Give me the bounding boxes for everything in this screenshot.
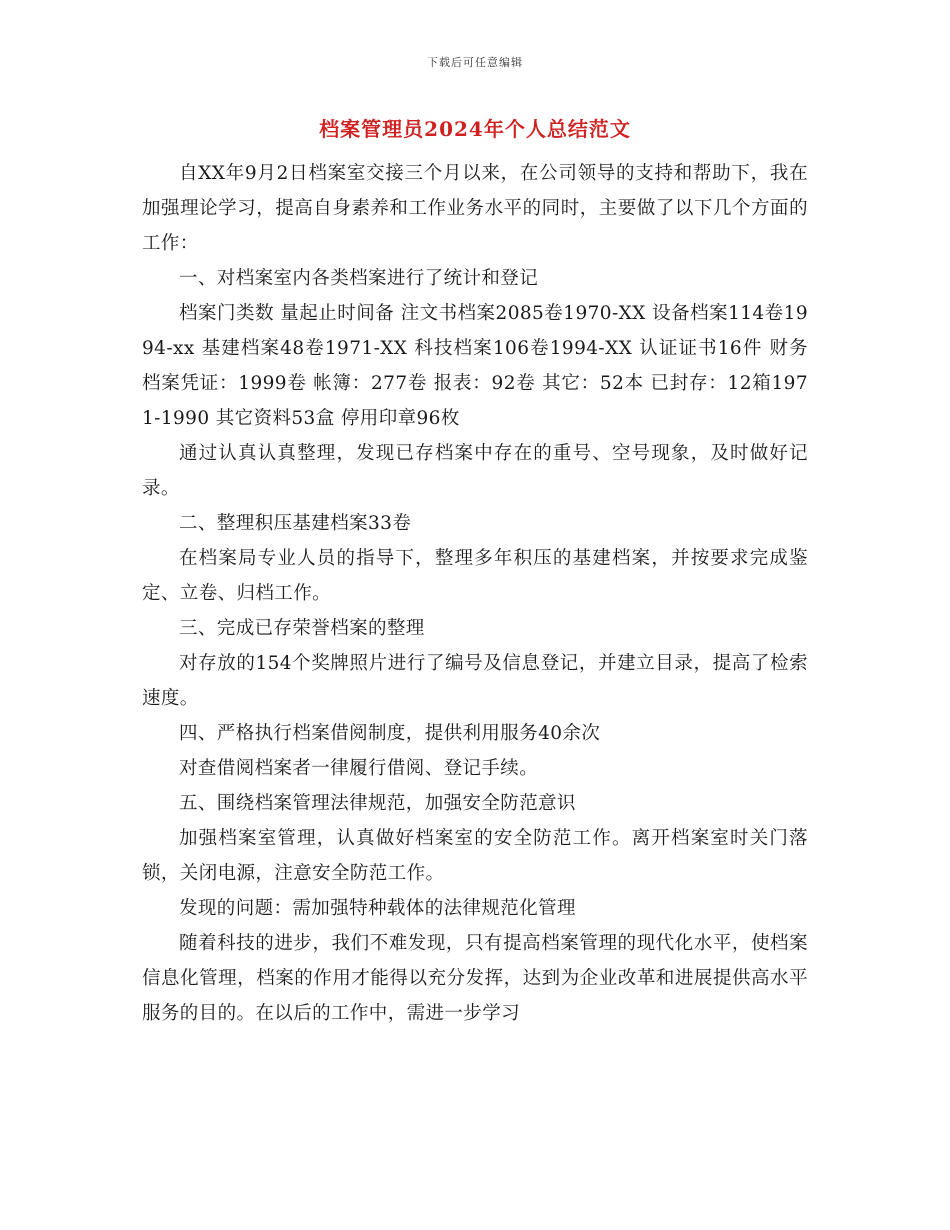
archive-statistics-paragraph: 档案门类数 量起止时间备 注文书档案2085卷1970-XX 设备档案114卷1994-xx 基建档案48卷1971-XX 科技档案106卷1994-XX 认证证书16件 财务档案凭证：1999卷 帐簿：277卷 报表：92卷 其它：52本 已封存：12箱1971-1990 其它资料53盒 停用印章96枚	[142, 303, 808, 429]
problem-heading: 发现的问题：需加强特种载体的法律规范化管理	[179, 898, 576, 919]
intro-paragraph: 自XX年9月2日档案室交接三个月以来，在公司领导的支持和帮助下，我在加强理论学习，提高自身素养和工作业务水平的同时，主要做了以下几个方面的工作：	[142, 163, 808, 254]
document-body	[142, 156, 808, 1031]
section-heading-4: 四、严格执行档案借阅制度，提供利用服务40余次	[179, 723, 601, 744]
section-heading-3: 三、完成已存荣誉档案的整理	[179, 618, 425, 639]
document-title: 档案管理员2024年个人总结范文	[319, 117, 631, 141]
section-heading-5: 五、围绕档案管理法律规范，加强安全防范意识	[179, 793, 576, 814]
section-heading-2: 二、整理积压基建档案33卷	[179, 513, 412, 534]
paragraph-modernization: 随着科技的进步，我们不难发现，只有提高档案管理的现代化水平，使档案信息化管理，档案的作用才能得以充分发挥，达到为企业改革和进展提供高水平服务的目的。在以后的工作中，需进一步学习	[142, 933, 808, 1024]
section-heading-1: 一、对档案室内各类档案进行了统计和登记	[179, 268, 539, 289]
paragraph-construction-archives: 在档案局专业人员的指导下，整理多年积压的基建档案，并按要求完成鉴定、立卷、归档工作。	[142, 548, 808, 604]
header-note: 下载后可任意编辑	[427, 56, 523, 69]
paragraph-honor-archives: 对存放的154个奖牌照片进行了编号及信息登记，并建立目录，提高了检索速度。	[142, 653, 808, 709]
paragraph-borrowing: 对查借阅档案者一律履行借阅、登记手续。	[179, 758, 539, 779]
paragraph-records: 通过认真认真整理，发现已存档案中存在的重号、空号现象，及时做好记录。	[142, 443, 808, 499]
paragraph-security: 加强档案室管理，认真做好档案室的安全防范工作。离开档案室时关门落锁，关闭电源，注意安全防范工作。	[142, 828, 808, 884]
